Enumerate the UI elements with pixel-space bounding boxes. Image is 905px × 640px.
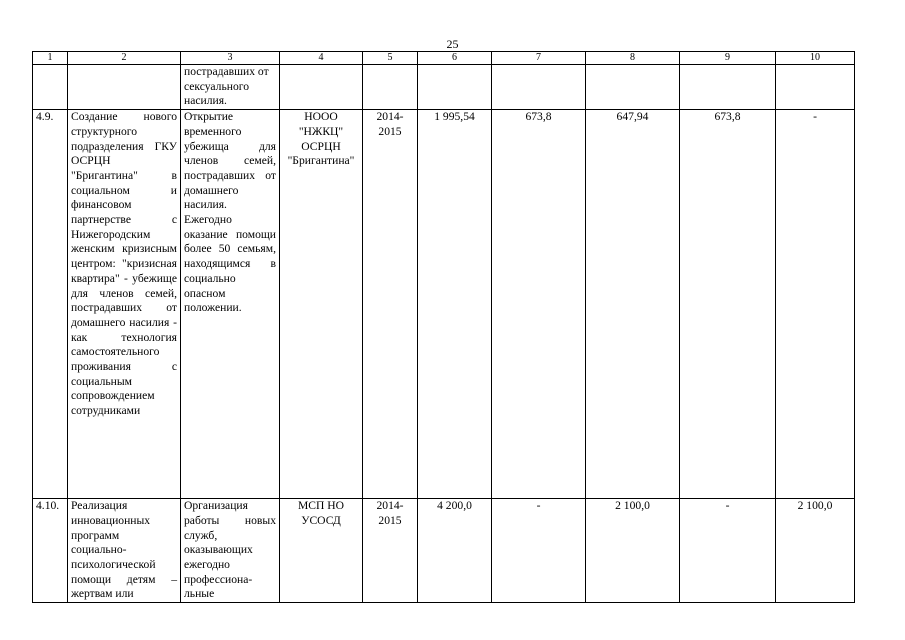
total-amount <box>418 65 492 110</box>
amount-col9: - <box>680 499 776 603</box>
table-row <box>33 65 855 110</box>
amount-col8 <box>586 65 680 110</box>
column-number: 9 <box>680 52 776 65</box>
amount-col9: 673,8 <box>680 110 776 499</box>
amount-col7 <box>492 65 586 110</box>
executor: НООО "НЖКЦ" ОСРЦН "Бригантина" <box>280 110 363 499</box>
period: 2014-2015 <box>363 499 418 603</box>
table-row <box>33 499 855 603</box>
amount-col10 <box>776 65 855 110</box>
page-number: 25 <box>446 37 459 51</box>
amount-col8: 647,94 <box>586 110 680 499</box>
table-row <box>33 110 855 499</box>
period: 2014-2015 <box>363 110 418 499</box>
executor <box>280 65 363 110</box>
expected-result: Открытие временного убежища для членов семей, пострадавших от домашнего насилия. Ежегодно оказание помощи более 50 семьям, находящимся в социально опасном положении. <box>181 110 280 499</box>
column-number-row <box>33 52 855 65</box>
amount-col7: 673,8 <box>492 110 586 499</box>
expected-result: пострадавших от сексуального насилия. <box>181 65 280 110</box>
expected-result: Организация работы новых служб, оказывающих ежегодно профессиона-льные <box>181 499 280 603</box>
column-number: 5 <box>363 52 418 65</box>
total-amount: 4 200,0 <box>418 499 492 603</box>
total-amount: 1 995,54 <box>418 110 492 499</box>
amount-col10: - <box>776 110 855 499</box>
period <box>363 65 418 110</box>
column-number: 6 <box>418 52 492 65</box>
item-number: 4.9. <box>33 110 68 499</box>
amount-col9 <box>680 65 776 110</box>
column-number: 2 <box>68 52 181 65</box>
activity-name: Создание нового структурного подразделения ГКУ ОСРЦН "Бригантина" в социальном и финансовом партнерстве с Нижегородским женским кризисным центром: "кризисная квартира" - убежище для членов семей, пострадавших от домашнего насилия - как технология самостоятельного проживания с социальным сопровождением сотрудниками <box>68 110 181 499</box>
budget-table <box>32 51 855 603</box>
column-number: 8 <box>586 52 680 65</box>
column-number: 7 <box>492 52 586 65</box>
activity-name: Реализация инновационных программ социально-психологической помощи детям – жертвам или <box>68 499 181 603</box>
amount-col10: 2 100,0 <box>776 499 855 603</box>
column-number: 10 <box>776 52 855 65</box>
column-number: 4 <box>280 52 363 65</box>
amount-col8: 2 100,0 <box>586 499 680 603</box>
column-number: 3 <box>181 52 280 65</box>
item-number <box>33 65 68 110</box>
amount-col7: - <box>492 499 586 603</box>
column-number: 1 <box>33 52 68 65</box>
item-number: 4.10. <box>33 499 68 603</box>
activity-name <box>68 65 181 110</box>
executor: МСП НО УСОСД <box>280 499 363 603</box>
